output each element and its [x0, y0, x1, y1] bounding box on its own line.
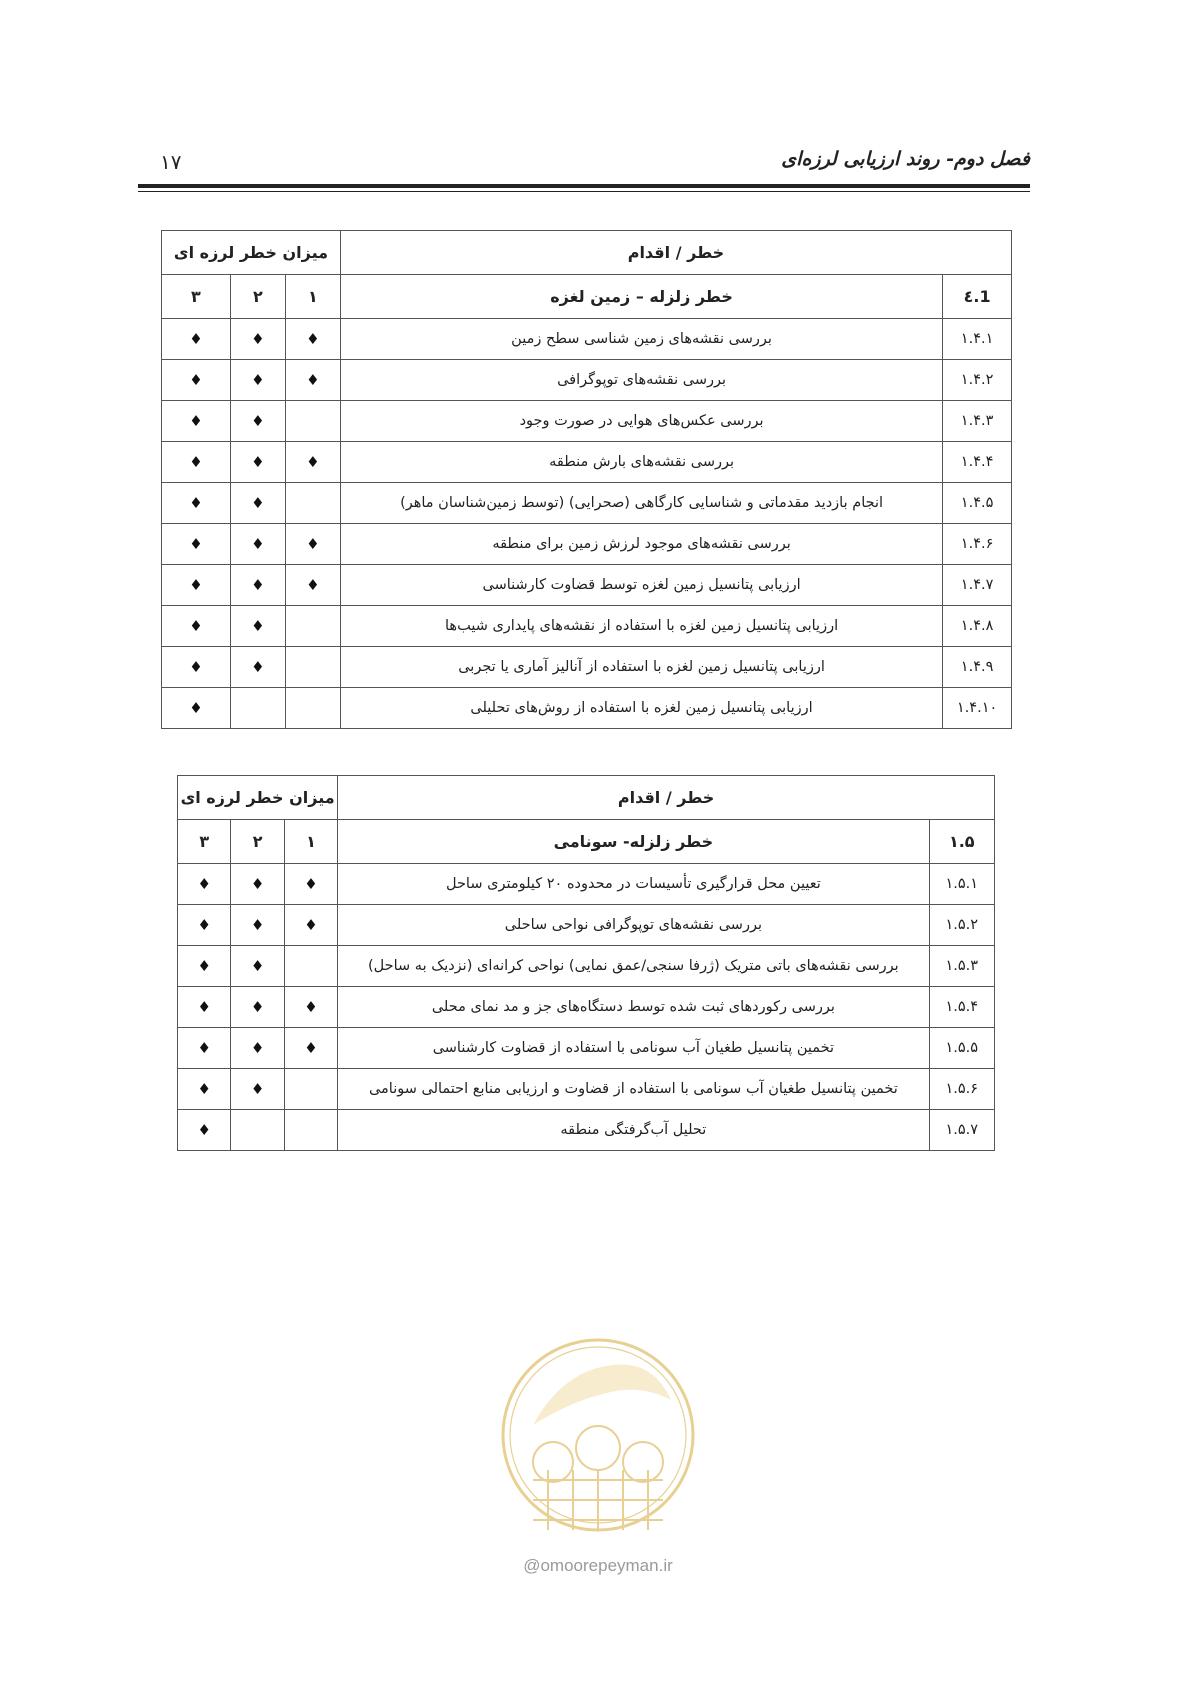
level-3-mark: ♦ [178, 1069, 231, 1110]
table-row [178, 1069, 995, 1110]
level-3-mark: ♦ [178, 1110, 231, 1151]
level-3-mark: ♦ [162, 442, 231, 483]
table-row [162, 565, 1012, 606]
level-3-mark: ♦ [162, 524, 231, 565]
row-code: ۱.۴.۱۰ [943, 688, 1012, 729]
level-1-mark [284, 1069, 337, 1110]
table-row [178, 905, 995, 946]
row-action: بررسی نقشه‌های توپوگرافی نواحی ساحلی [338, 905, 929, 946]
level-3-mark: ♦ [162, 401, 231, 442]
page-header [138, 146, 1030, 194]
table-row [162, 442, 1012, 483]
level-3-header: ۳ [162, 275, 231, 319]
level-2-mark: ♦ [230, 360, 285, 401]
level-2-mark: ♦ [231, 1028, 284, 1069]
level-3-mark: ♦ [162, 647, 231, 688]
row-code: ۱.۴.۹ [943, 647, 1012, 688]
row-action: بررسی رکوردهای ثبت شده توسط دستگاه‌های جز و مد نمای محلی [338, 987, 929, 1028]
level-1-mark [284, 1110, 337, 1151]
level-1-mark [285, 401, 340, 442]
section-code: ۱.۵ [929, 820, 994, 864]
table-row [162, 483, 1012, 524]
table-row [162, 524, 1012, 565]
level-1-header: ۱ [284, 820, 337, 864]
level-1-mark: ♦ [285, 442, 340, 483]
level-2-mark: ♦ [230, 401, 285, 442]
level-1-mark: ♦ [285, 360, 340, 401]
action-column-header: خطر / اقدام [338, 776, 995, 820]
row-code: ۱.۵.۱ [929, 864, 994, 905]
level-1-mark: ♦ [284, 905, 337, 946]
header-rule-thin [138, 191, 1030, 192]
level-2-mark: ♦ [231, 946, 284, 987]
level-1-mark: ♦ [285, 524, 340, 565]
row-action: ارزیابی پتانسیل زمین لغزه با استفاده از آنالیز آماری یا تجربی [340, 647, 942, 688]
section-title: خطر زلزله- سونامی [338, 820, 929, 864]
row-action: تخمین پتانسیل طغیان آب سونامی با استفاده از قضاوت کارشناسی [338, 1028, 929, 1069]
row-action: بررسی عکس‌های هوایی در صورت وجود [340, 401, 942, 442]
level-2-header: ۲ [231, 820, 284, 864]
row-code: ۱.۵.۷ [929, 1110, 994, 1151]
level-2-mark: ♦ [230, 319, 285, 360]
table-row [162, 606, 1012, 647]
row-action: بررسی نقشه‌های بارش منطقه [340, 442, 942, 483]
chapter-title: فصل دوم- روند ارزیابی لرزه‌ای [781, 148, 1030, 170]
level-2-mark: ♦ [230, 647, 285, 688]
table-row [178, 864, 995, 905]
row-action: بررسی نقشه‌های توپوگرافی [340, 360, 942, 401]
watermark-site: @omoorepeyman.ir [523, 1556, 673, 1575]
tsunami-hazard-table [177, 775, 995, 1151]
level-3-mark: ♦ [178, 987, 231, 1028]
level-2-mark: ♦ [230, 483, 285, 524]
level-3-mark: ♦ [162, 606, 231, 647]
row-action: تعیین محل قرارگیری تأسیسات در محدوده ۲۰ کیلومتری ساحل [338, 864, 929, 905]
omoor-peyman-logo-icon [493, 1330, 703, 1580]
row-code: ۱.۴.۶ [943, 524, 1012, 565]
row-action: ارزیابی پتانسیل زمین لغزه با استفاده از نقشه‌های پایداری شیب‌ها [340, 606, 942, 647]
header-rule-thick [138, 184, 1030, 188]
level-3-mark: ♦ [162, 319, 231, 360]
level-2-mark: ♦ [230, 565, 285, 606]
row-code: ۱.۵.۲ [929, 905, 994, 946]
level-2-header: ۲ [230, 275, 285, 319]
row-code: ۱.۵.۴ [929, 987, 994, 1028]
level-1-mark: ♦ [285, 319, 340, 360]
level-3-header: ۳ [178, 820, 231, 864]
level-1-mark [285, 647, 340, 688]
level-1-mark: ♦ [284, 1028, 337, 1069]
row-code: ۱.۴.۱ [943, 319, 1012, 360]
row-code: ۱.۴.۸ [943, 606, 1012, 647]
page-number: ۱۷ [160, 150, 182, 174]
level-1-mark: ♦ [285, 565, 340, 606]
section-row [162, 275, 1012, 319]
level-3-mark: ♦ [162, 483, 231, 524]
row-action: تحلیل آب‌گرفتگی منطقه [338, 1110, 929, 1151]
section-code: 1.٤ [943, 275, 1012, 319]
table-header-row [178, 776, 995, 820]
level-2-mark [230, 688, 285, 729]
table-row [178, 1110, 995, 1151]
level-2-mark: ♦ [231, 864, 284, 905]
level-3-mark: ♦ [162, 360, 231, 401]
table-row [178, 946, 995, 987]
level-2-mark: ♦ [230, 524, 285, 565]
row-action: ارزیابی پتانسیل زمین لغزه با استفاده از روش‌های تحلیلی [340, 688, 942, 729]
action-column-header: خطر / اقدام [340, 231, 1011, 275]
level-1-mark [285, 688, 340, 729]
table-header-row [162, 231, 1012, 275]
row-action: بررسی نقشه‌های باتی متریک (ژرفا سنجی/عمق نمایی) نواحی کرانه‌ای (نزدیک به ساحل) [338, 946, 929, 987]
level-2-mark: ♦ [231, 987, 284, 1028]
row-code: ۱.۴.۷ [943, 565, 1012, 606]
table-row [162, 319, 1012, 360]
row-action: انجام بازدید مقدماتی و شناسایی کارگاهی (صحرایی) (توسط زمین‌شناسان ماهر) [340, 483, 942, 524]
level-3-mark: ♦ [178, 946, 231, 987]
level-3-mark: ♦ [178, 905, 231, 946]
level-1-header: ۱ [285, 275, 340, 319]
level-column-header: میزان خطر لرزه ای [162, 231, 341, 275]
table-row [162, 401, 1012, 442]
row-code: ۱.۵.۵ [929, 1028, 994, 1069]
row-action: تخمین پتانسیل طغیان آب سونامی با استفاده از قضاوت و ارزیابی منابع احتمالی سونامی [338, 1069, 929, 1110]
level-1-mark [285, 483, 340, 524]
level-1-mark: ♦ [284, 987, 337, 1028]
level-2-mark: ♦ [230, 442, 285, 483]
level-column-header: میزان خطر لرزه ای [178, 776, 338, 820]
table-row [162, 647, 1012, 688]
row-action: بررسی نقشه‌های موجود لرزش زمین برای منطقه [340, 524, 942, 565]
table-row [162, 688, 1012, 729]
level-2-mark: ♦ [231, 905, 284, 946]
level-2-mark: ♦ [230, 606, 285, 647]
level-1-mark: ♦ [284, 864, 337, 905]
level-2-mark: ♦ [231, 1069, 284, 1110]
level-3-mark: ♦ [178, 1028, 231, 1069]
row-action: بررسی نقشه‌های زمین شناسی سطح زمین [340, 319, 942, 360]
level-3-mark: ♦ [178, 864, 231, 905]
row-code: ۱.۴.۳ [943, 401, 1012, 442]
level-1-mark [284, 946, 337, 987]
row-code: ۱.۴.۲ [943, 360, 1012, 401]
level-1-mark [285, 606, 340, 647]
level-3-mark: ♦ [162, 688, 231, 729]
level-2-mark [231, 1110, 284, 1151]
row-action: ارزیابی پتانسیل زمین لغزه توسط قضاوت کارشناسی [340, 565, 942, 606]
table-row [162, 360, 1012, 401]
level-3-mark: ♦ [162, 565, 231, 606]
landslide-hazard-table [161, 230, 1012, 729]
table-row [178, 987, 995, 1028]
row-code: ۱.۵.۳ [929, 946, 994, 987]
row-code: ۱.۴.۵ [943, 483, 1012, 524]
table-row [178, 1028, 995, 1069]
section-row [178, 820, 995, 864]
section-title: خطر زلزله – زمین لغزه [340, 275, 942, 319]
row-code: ۱.۴.۴ [943, 442, 1012, 483]
row-code: ۱.۵.۶ [929, 1069, 994, 1110]
